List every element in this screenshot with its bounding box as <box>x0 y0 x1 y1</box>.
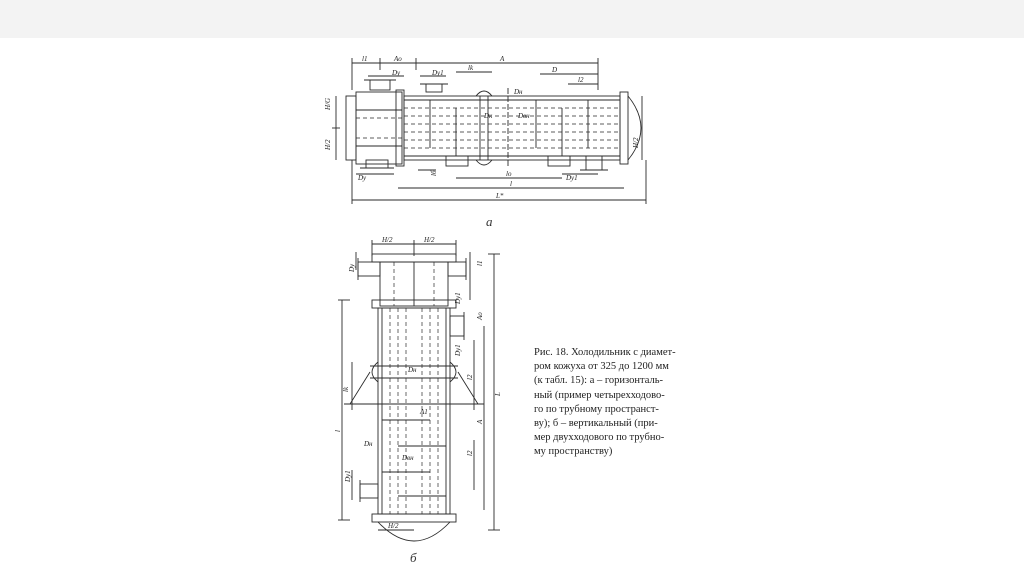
dim-a-l: l <box>510 180 512 188</box>
dim-b-A: A <box>476 419 484 424</box>
dim-b-ao: Ao <box>476 312 484 320</box>
dim-a-L: L* <box>496 192 504 200</box>
dim-b-a1: A1 <box>420 408 428 416</box>
figure-label-a: а <box>486 214 493 229</box>
caption-line: Рис. 18. Холодильник с диамет- <box>534 347 676 358</box>
dim-a-h2-right: H/2 <box>632 137 640 148</box>
caption-line: ром кожуха от 325 до 1200 мм <box>534 361 669 373</box>
dim-a-dvn: Dвн <box>518 112 530 120</box>
dim-b-l: l <box>334 430 342 432</box>
caption-line: му пространству) <box>534 446 613 458</box>
dim-a-h2: H/2 <box>324 139 332 150</box>
dim-b-dy1-lower: Dy1 <box>344 470 352 482</box>
caption-line: го по трубному пространст- <box>534 403 659 415</box>
figure-caption <box>534 346 684 460</box>
dim-b-h2-right: H/2 <box>424 236 435 244</box>
dim-b-dy1-side: Dy1 <box>454 344 462 356</box>
vertical-cooler <box>338 240 500 541</box>
dim-b-l1: l1 <box>476 260 484 266</box>
caption-line: (к табл. 15): а – горизонталь- <box>534 375 663 387</box>
caption-line: мер двухходового по трубно- <box>534 432 665 444</box>
caption-line: ный (пример четырехходово- <box>534 389 665 401</box>
dim-a-D: D <box>552 66 558 74</box>
dim-b-lk: lk <box>342 386 350 392</box>
dim-a-dk: Dк <box>484 112 493 120</box>
dim-b-dn-lower: Dн <box>364 440 373 448</box>
dim-a-dy: Dy <box>392 69 401 77</box>
dim-b-dy: Dy <box>348 263 356 272</box>
dim-b-l2-lower: l2 <box>466 450 474 456</box>
dim-a-dn: Dн <box>514 88 523 96</box>
dim-a-lb: lб <box>430 170 438 176</box>
dim-a-l2: l2 <box>578 76 584 84</box>
dim-a-lo: lo <box>506 170 512 178</box>
dim-a-l1: l1 <box>362 55 368 63</box>
dim-a-A: A <box>500 55 505 63</box>
dim-a-dy1-bottom: Dy1 <box>566 174 578 182</box>
dim-b-l2: l2 <box>466 374 474 380</box>
dim-a-lk: lk <box>468 64 474 72</box>
dim-b-h2-left: H/2 <box>382 236 393 244</box>
dim-a-ao: Ao <box>394 55 402 63</box>
dim-b-dy1-top: Dy1 <box>454 292 462 304</box>
caption-line: ву); б – вертикальный (при- <box>534 418 658 430</box>
dim-a-dy1: Dy1 <box>432 69 444 77</box>
dim-a-hg: H/G <box>324 97 332 110</box>
horizontal-cooler <box>332 58 646 204</box>
figure-label-b: б <box>410 550 417 565</box>
dim-b-h2-bottom: H/2 <box>388 522 399 530</box>
dim-b-L: L <box>494 392 502 396</box>
dim-b-dn: Dн <box>408 366 417 374</box>
dim-b-dvn: Dвн <box>402 454 414 462</box>
dim-a-dy-bottom: Dy <box>358 174 367 182</box>
